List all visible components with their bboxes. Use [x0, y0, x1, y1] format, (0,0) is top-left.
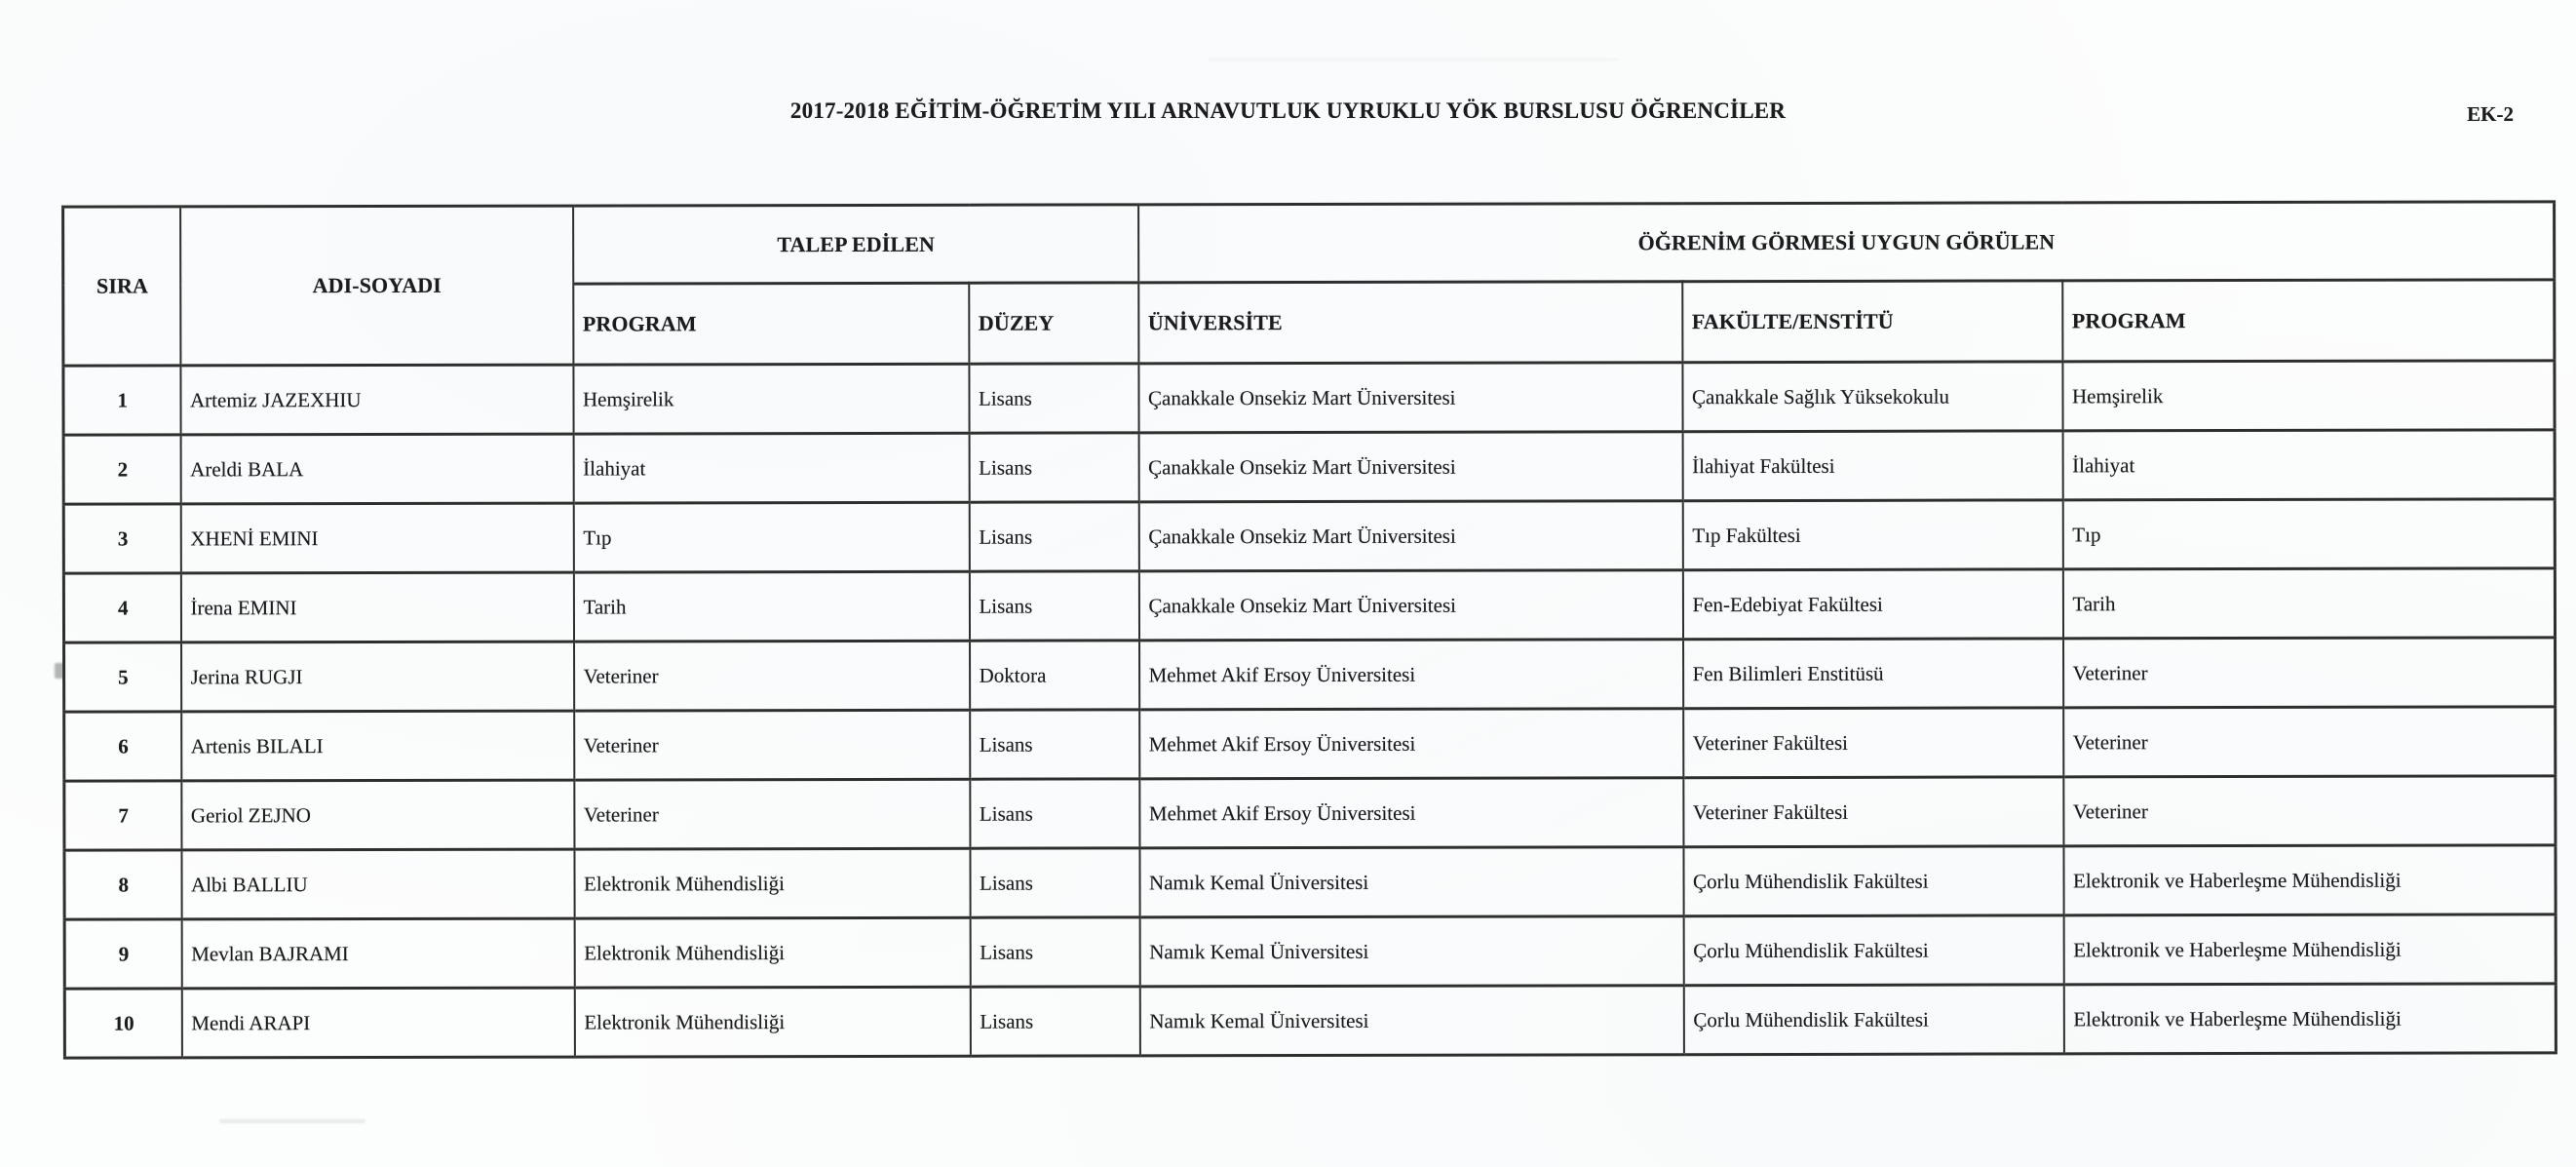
- table-row: [63, 430, 2555, 504]
- annex-label: EK-2: [2467, 102, 2514, 126]
- scan-artifact: [219, 1119, 365, 1123]
- cell-adi-soyadi: XHENİ EMINI: [180, 503, 573, 573]
- cell-duzey: Lisans: [970, 987, 1139, 1056]
- cell-adi-soyadi: Mendi ARAPI: [181, 988, 574, 1058]
- cell-adi-soyadi: Mevlan BAJRAMI: [181, 918, 574, 989]
- table-row: [64, 914, 2556, 989]
- cell-universite: Namık Kemal Üniversitesi: [1139, 986, 1683, 1056]
- table-row: [64, 638, 2556, 712]
- cell-talep-program: Tıp: [573, 502, 969, 572]
- cell-fakulte-enstitu: Fen Bilimleri Enstitüsü: [1683, 639, 2063, 709]
- cell-duzey: Lisans: [970, 779, 1139, 848]
- cell-universite: Mehmet Akif Ersoy Üniversitesi: [1139, 778, 1683, 848]
- col-header-program: PROGRAM: [2062, 280, 2555, 362]
- cell-duzey: Lisans: [969, 571, 1138, 641]
- cell-program: İlahiyat: [2062, 430, 2555, 500]
- cell-universite: Çanakkale Onsekiz Mart Üniversitesi: [1138, 570, 1682, 641]
- cell-universite: Çanakkale Onsekiz Mart Üniversitesi: [1138, 501, 1682, 571]
- cell-fakulte-enstitu: Veteriner Fakültesi: [1683, 777, 2063, 847]
- cell-duzey: Lisans: [969, 502, 1138, 571]
- cell-sira: 2: [63, 435, 180, 504]
- table-row: [63, 568, 2555, 642]
- cell-talep-program: Veteriner: [574, 779, 970, 849]
- cell-universite: Mehmet Akif Ersoy Üniversitesi: [1139, 640, 1683, 710]
- table-row: [64, 776, 2556, 850]
- cell-talep-program: Veteriner: [574, 641, 970, 711]
- cell-sira: 6: [64, 712, 181, 781]
- cell-talep-program: Tarih: [573, 571, 969, 642]
- scan-artifact: [1209, 58, 1618, 60]
- page-title: 2017-2018 EĞİTİM-ÖĞRETİM YILI ARNAVUTLUK UYRUKLU YÖK BURSLUSU ÖĞRENCİLER: [789, 98, 1787, 123]
- cell-sira: 7: [64, 781, 181, 850]
- col-header-sira: SIRA: [63, 207, 180, 366]
- cell-program: Elektronik ve Haberleşme Mühendisliği: [2063, 845, 2556, 915]
- cell-talep-program: Hemşirelik: [573, 364, 969, 434]
- students-table-container: [61, 200, 2555, 1059]
- table-body: [63, 361, 2556, 1058]
- cell-sira: 5: [64, 642, 181, 712]
- cell-adi-soyadi: Artemiz JAZEXHIU: [180, 365, 573, 435]
- cell-fakulte-enstitu: Fen-Edebiyat Fakültesi: [1682, 569, 2062, 640]
- cell-adi-soyadi: Areldi BALA: [180, 434, 573, 504]
- cell-sira: 9: [64, 919, 181, 989]
- cell-talep-program: Elektronik Mühendisliği: [574, 917, 970, 988]
- group-header-talep-edilen: TALEP EDİLEN: [573, 205, 1138, 284]
- cell-universite: Çanakkale Onsekiz Mart Üniversitesi: [1138, 363, 1682, 433]
- cell-sira: 10: [64, 989, 181, 1058]
- col-header-talep-program: PROGRAM: [573, 283, 969, 365]
- students-table: [61, 200, 2557, 1059]
- col-header-duzey: DÜZEY: [969, 283, 1138, 364]
- cell-talep-program: Veteriner: [574, 710, 970, 780]
- table-row: [64, 707, 2556, 781]
- cell-fakulte-enstitu: Çorlu Mühendislik Fakültesi: [1683, 846, 2063, 916]
- col-header-universite: ÜNİVERSİTE: [1138, 282, 1682, 364]
- col-header-adi-soyadi: ADI-SOYADI: [180, 206, 573, 366]
- cell-sira: 4: [63, 573, 180, 642]
- cell-sira: 3: [63, 504, 180, 573]
- cell-universite: Namık Kemal Üniversitesi: [1139, 847, 1683, 917]
- col-header-fakulte-enstitu: FAKÜLTE/ENSTİTÜ: [1682, 281, 2062, 363]
- cell-program: Veteriner: [2063, 707, 2556, 777]
- cell-duzey: Lisans: [969, 364, 1138, 433]
- cell-universite: Mehmet Akif Ersoy Üniversitesi: [1139, 709, 1683, 779]
- cell-program: Hemşirelik: [2062, 361, 2555, 431]
- table-row: [63, 361, 2555, 435]
- cell-universite: Çanakkale Onsekiz Mart Üniversitesi: [1138, 432, 1682, 502]
- cell-fakulte-enstitu: İlahiyat Fakültesi: [1682, 431, 2062, 501]
- cell-adi-soyadi: Geriol ZEJNO: [181, 780, 574, 850]
- group-header-ogrenim-gormesi-uygun-gorulen: ÖĞRENİM GÖRMESİ UYGUN GÖRÜLEN: [1138, 202, 2555, 283]
- cell-program: Elektronik ve Haberleşme Mühendisliği: [2063, 914, 2556, 985]
- cell-adi-soyadi: İrena EMINI: [180, 572, 573, 642]
- cell-adi-soyadi: Artenis BILALI: [181, 711, 574, 781]
- cell-program: Tıp: [2062, 499, 2555, 569]
- cell-fakulte-enstitu: Çorlu Mühendislik Fakültesi: [1683, 915, 2063, 986]
- cell-duzey: Lisans: [970, 848, 1139, 917]
- cell-universite: Namık Kemal Üniversitesi: [1139, 916, 1683, 987]
- cell-duzey: Lisans: [970, 710, 1139, 779]
- cell-talep-program: Elektronik Mühendisliği: [574, 848, 970, 918]
- cell-talep-program: İlahiyat: [573, 433, 969, 503]
- cell-sira: 8: [64, 850, 181, 919]
- cell-fakulte-enstitu: Çorlu Mühendislik Fakültesi: [1683, 985, 2063, 1055]
- cell-duzey: Lisans: [970, 917, 1139, 987]
- cell-duzey: Doktora: [970, 641, 1139, 710]
- cell-adi-soyadi: Albi BALLIU: [181, 849, 574, 919]
- table-row: [64, 845, 2556, 919]
- table-row: [64, 984, 2556, 1058]
- cell-program: Tarih: [2062, 568, 2555, 639]
- cell-fakulte-enstitu: Çanakkale Sağlık Yüksekokulu: [1682, 362, 2062, 432]
- cell-fakulte-enstitu: Veteriner Fakültesi: [1683, 708, 2063, 778]
- cell-program: Veteriner: [2063, 638, 2556, 708]
- cell-duzey: Lisans: [969, 433, 1138, 502]
- cell-fakulte-enstitu: Tıp Fakültesi: [1682, 500, 2062, 570]
- cell-sira: 1: [63, 366, 180, 435]
- cell-adi-soyadi: Jerina RUGJI: [181, 642, 574, 712]
- cell-program: Veteriner: [2063, 776, 2556, 846]
- table-row: [63, 499, 2555, 573]
- cell-program: Elektronik ve Haberleşme Mühendisliği: [2063, 984, 2556, 1054]
- cell-talep-program: Elektronik Mühendisliği: [574, 987, 970, 1057]
